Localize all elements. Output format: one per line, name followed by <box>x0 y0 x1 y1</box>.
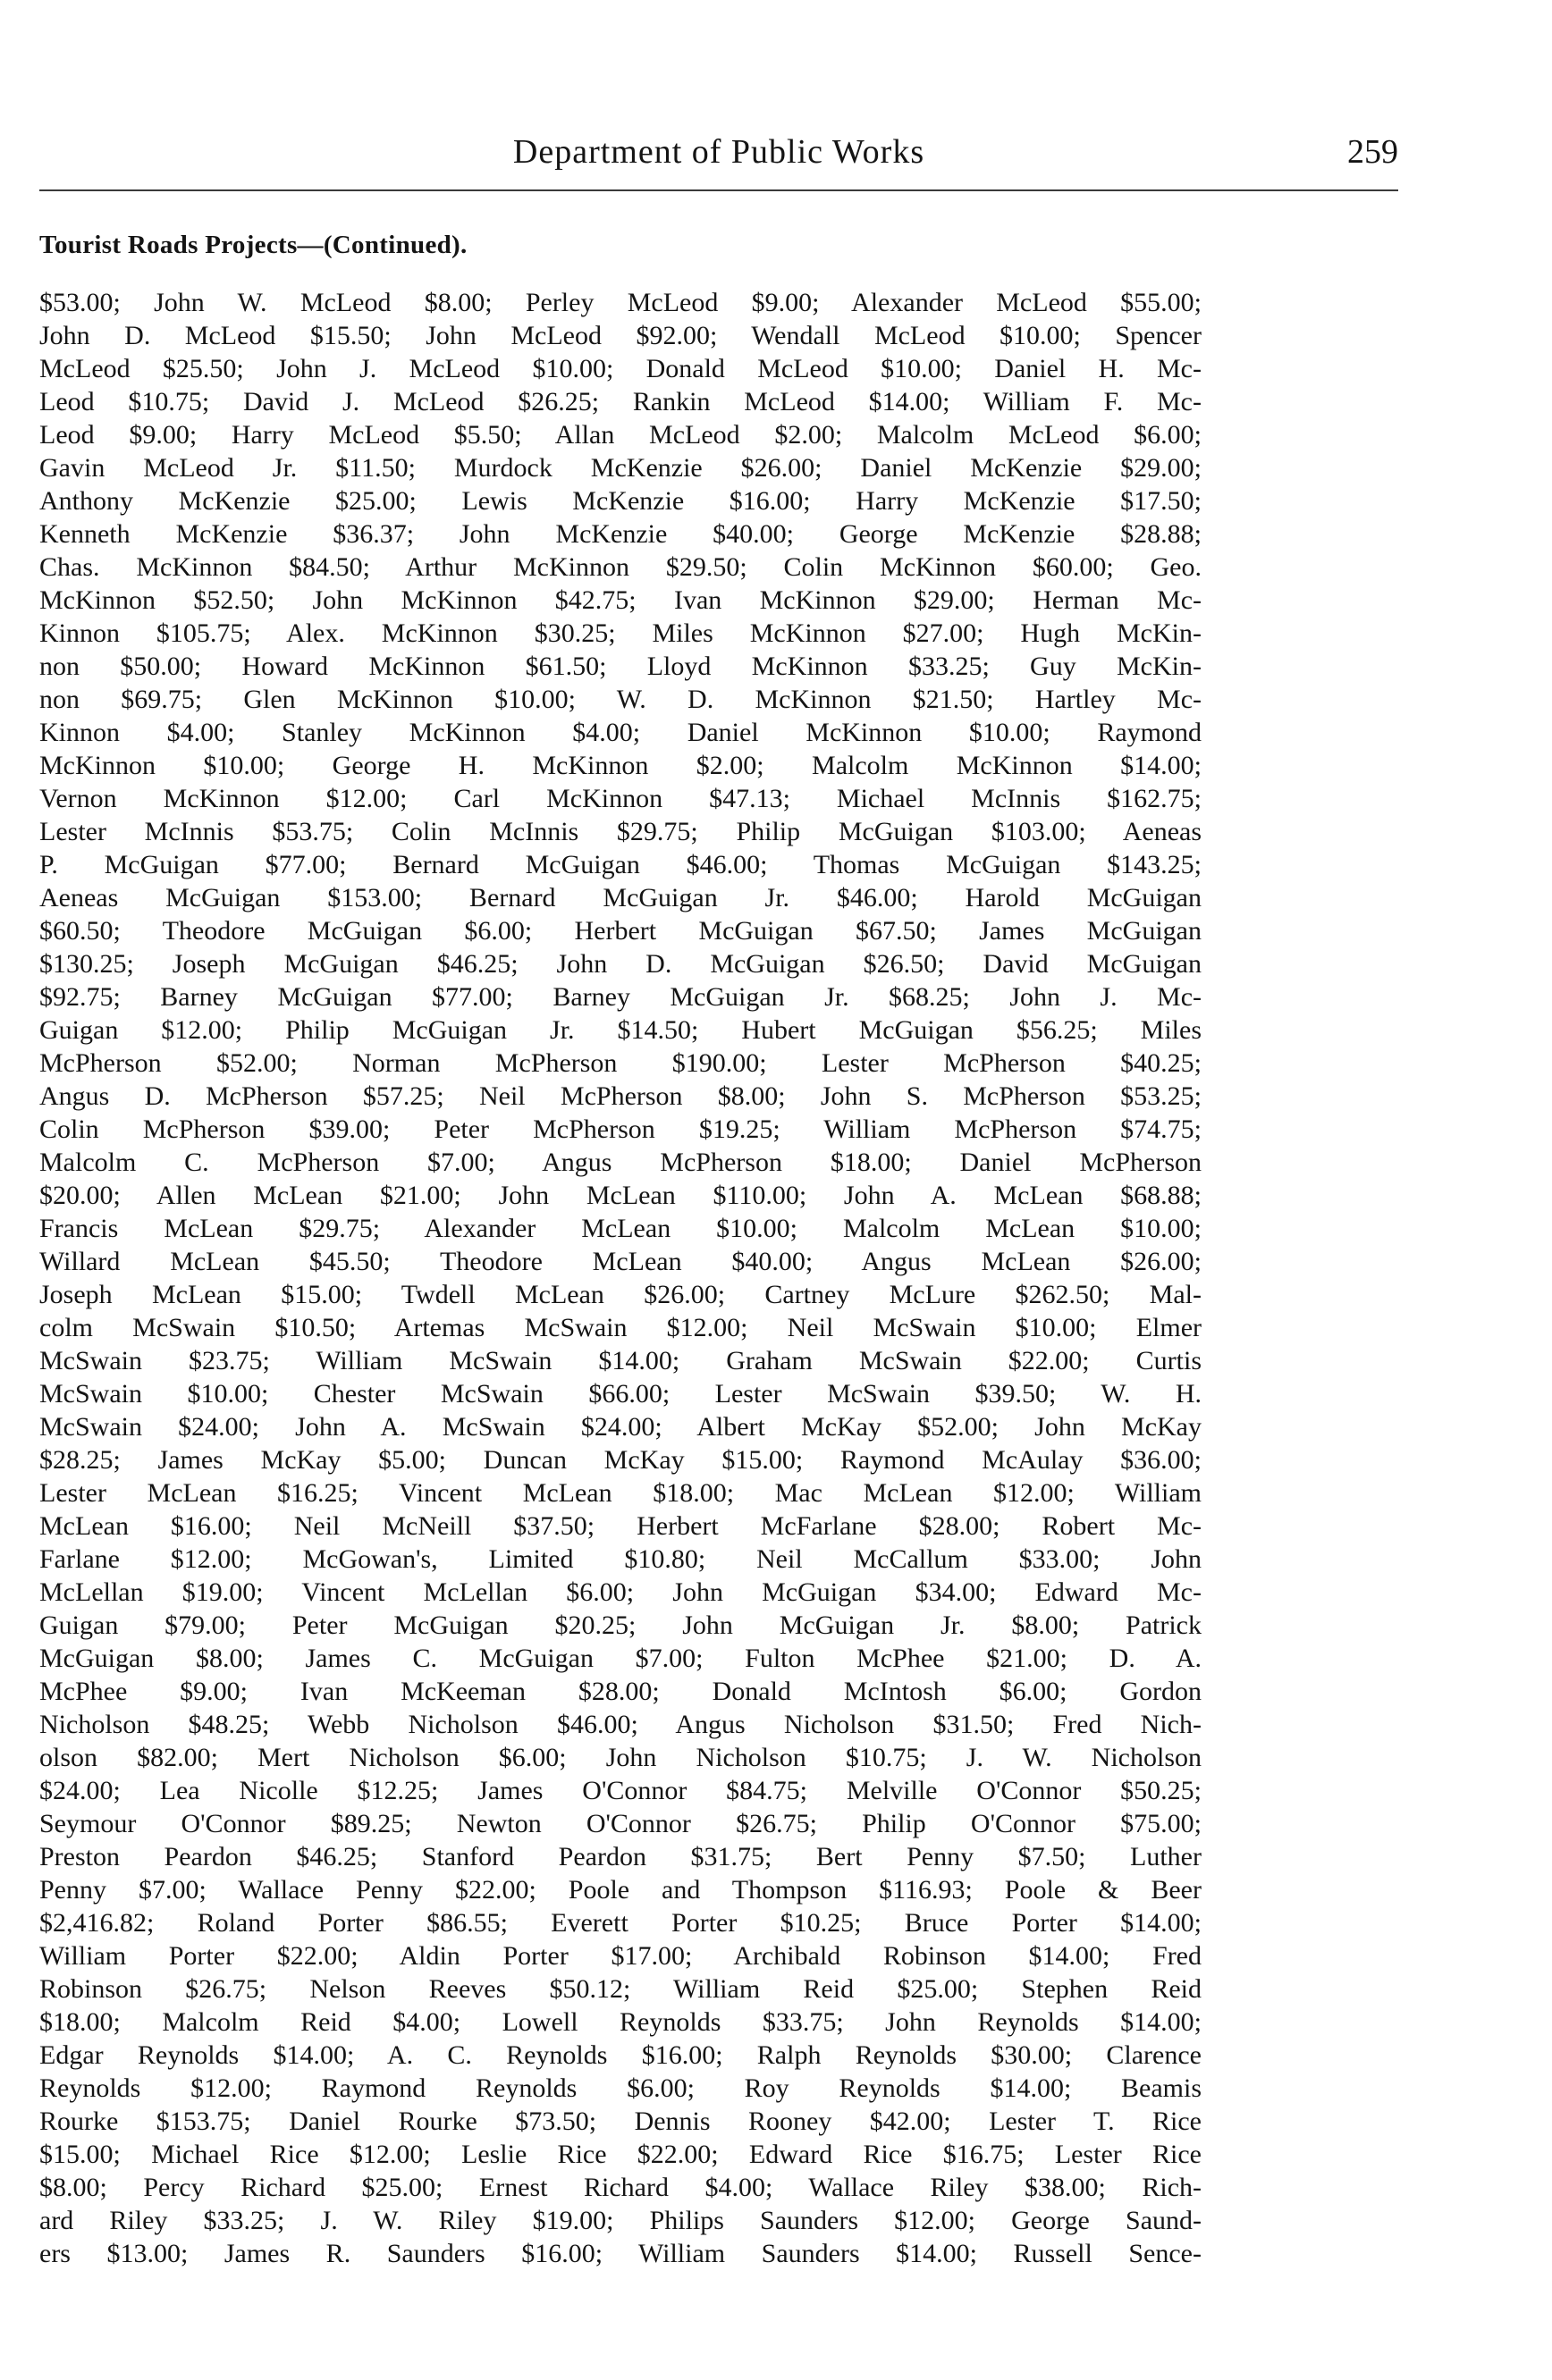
text-line: $60.50; Theodore McGuigan $6.00; Herbert McGuigan $67.50; James McGuigan <box>39 916 1202 946</box>
text-line: McLean $16.00; Neil McNeill $37.50; Herbert McFarlane $28.00; Robert Mc- <box>39 1511 1202 1541</box>
text-line: Reynolds $12.00; Raymond Reynolds $6.00; Roy Reynolds $14.00; Beamis <box>39 2073 1202 2103</box>
text-line: Robinson $26.75; Nelson Reeves $50.12; William Reid $25.00; Stephen Reid <box>39 1974 1202 2004</box>
header-rule <box>39 189 1398 191</box>
text-line: $15.00; Michael Rice $12.00; Leslie Rice $22.00; Edward Rice $16.75; Lester Rice <box>39 2140 1202 2169</box>
text-line: Preston Peardon $46.25; Stanford Peardon $31.75; Bert Penny $7.50; Luther <box>39 1842 1202 1871</box>
text-line: McKinnon $10.00; George H. McKinnon $2.00; Malcolm McKinnon $14.00; <box>39 751 1202 780</box>
text-line: Edgar Reynolds $14.00; A. C. Reynolds $16.00; Ralph Reynolds $30.00; Clarence <box>39 2040 1202 2070</box>
text-line: Leod $9.00; Harry McLeod $5.50; Allan McLeod $2.00; Malcolm McLeod $6.00; <box>39 420 1202 450</box>
text-line: Lester McLean $16.25; Vincent McLean $18.00; Mac McLean $12.00; William <box>39 1478 1202 1508</box>
text-line: John D. McLeod $15.50; John McLeod $92.00; Wendall McLeod $10.00; Spencer <box>39 321 1202 350</box>
text-line: Malcolm C. McPherson $7.00; Angus McPherson $18.00; Daniel McPherson <box>39 1148 1202 1177</box>
text-line: McSwain $24.00; John A. McSwain $24.00; Albert McKay $52.00; John McKay <box>39 1412 1202 1442</box>
text-line: $20.00; Allen McLean $21.00; John McLean $110.00; John A. McLean $68.88; <box>39 1181 1202 1210</box>
text-line: Anthony McKenzie $25.00; Lewis McKenzie $16.00; Harry McKenzie $17.50; <box>39 486 1202 516</box>
text-line: Kinnon $105.75; Alex. McKinnon $30.25; Miles McKinnon $27.00; Hugh McKin- <box>39 618 1202 648</box>
text-line: McGuigan $8.00; James C. McGuigan $7.00; Fulton McPhee $21.00; D. A. <box>39 1644 1202 1673</box>
text-line: Guigan $12.00; Philip McGuigan Jr. $14.50; Hubert McGuigan $56.25; Miles <box>39 1015 1202 1045</box>
page-header <box>39 132 1398 186</box>
text-line: Willard McLean $45.50; Theodore McLean $40.00; Angus McLean $26.00; <box>39 1247 1202 1276</box>
text-line: Seymour O'Connor $89.25; Newton O'Connor $26.75; Philip O'Connor $75.00; <box>39 1809 1202 1838</box>
text-line: Nicholson $48.25; Webb Nicholson $46.00; Angus Nicholson $31.50; Fred Nich- <box>39 1710 1202 1739</box>
text-line: $2,416.82; Roland Porter $86.55; Everett Porter $10.25; Bruce Porter $14.00; <box>39 1908 1202 1938</box>
text-line: $53.00; John W. McLeod $8.00; Perley McLeod $9.00; Alexander McLeod $55.00; <box>39 288 1202 317</box>
text-line: Penny $7.00; Wallace Penny $22.00; Poole and Thompson $116.93; Poole & Beer <box>39 1875 1202 1905</box>
page-number: 259 <box>1347 133 1398 171</box>
text-line: Vernon McKinnon $12.00; Carl McKinnon $47.13; Michael McInnis $162.75; <box>39 784 1202 813</box>
text-line: Lester McInnis $53.75; Colin McInnis $29.75; Philip McGuigan $103.00; Aeneas <box>39 817 1202 846</box>
text-line: Joseph McLean $15.00; Twdell McLean $26.00; Cartney McLure $262.50; Mal- <box>39 1280 1202 1309</box>
running-title: Department of Public Works <box>512 133 925 171</box>
text-line: ard Riley $33.25; J. W. Riley $19.00; Philips Saunders $12.00; George Saund- <box>39 2206 1202 2235</box>
text-line: Aeneas McGuigan $153.00; Bernard McGuigan Jr. $46.00; Harold McGuigan <box>39 883 1202 912</box>
body-text <box>39 286 1202 2270</box>
text-line: Rourke $153.75; Daniel Rourke $73.50; Dennis Rooney $42.00; Lester T. Rice <box>39 2107 1202 2136</box>
text-line: McLeod $25.50; John J. McLeod $10.00; Donald McLeod $10.00; Daniel H. Mc- <box>39 354 1202 383</box>
text-line: Guigan $79.00; Peter McGuigan $20.25; John McGuigan Jr. $8.00; Patrick <box>39 1610 1202 1640</box>
text-line: colm McSwain $10.50; Artemas McSwain $12.00; Neil McSwain $10.00; Elmer <box>39 1313 1202 1342</box>
text-line: $18.00; Malcolm Reid $4.00; Lowell Reynolds $33.75; John Reynolds $14.00; <box>39 2007 1202 2037</box>
text-line: $92.75; Barney McGuigan $77.00; Barney McGuigan Jr. $68.25; John J. Mc- <box>39 982 1202 1012</box>
text-line: Kenneth McKenzie $36.37; John McKenzie $40.00; George McKenzie $28.88; <box>39 519 1202 549</box>
text-line: Leod $10.75; David J. McLeod $26.25; Rankin McLeod $14.00; William F. Mc- <box>39 387 1202 416</box>
text-line: Chas. McKinnon $84.50; Arthur McKinnon $29.50; Colin McKinnon $60.00; Geo. <box>39 552 1202 582</box>
text-line: Gavin McLeod Jr. $11.50; Murdock McKenzie $26.00; Daniel McKenzie $29.00; <box>39 453 1202 483</box>
text-line: McKinnon $52.50; John McKinnon $42.75; Ivan McKinnon $29.00; Herman Mc- <box>39 585 1202 615</box>
text-line: William Porter $22.00; Aldin Porter $17.00; Archibald Robinson $14.00; Fred <box>39 1941 1202 1971</box>
text-line: $28.25; James McKay $5.00; Duncan McKay $15.00; Raymond McAulay $36.00; <box>39 1445 1202 1475</box>
section-title: Tourist Roads Projects—(Continued). <box>39 231 468 259</box>
text-line: $130.25; Joseph McGuigan $46.25; John D. McGuigan $26.50; David McGuigan <box>39 949 1202 979</box>
text-line: Kinnon $4.00; Stanley McKinnon $4.00; Daniel McKinnon $10.00; Raymond <box>39 718 1202 747</box>
text-line: $8.00; Percy Richard $25.00; Ernest Richard $4.00; Wallace Riley $38.00; Rich- <box>39 2173 1202 2202</box>
text-line: P. McGuigan $77.00; Bernard McGuigan $46.00; Thomas McGuigan $143.25; <box>39 850 1202 879</box>
text-line: McSwain $23.75; William McSwain $14.00; Graham McSwain $22.00; Curtis <box>39 1346 1202 1375</box>
text-line: McPhee $9.00; Ivan McKeeman $28.00; Donald McIntosh $6.00; Gordon <box>39 1677 1202 1706</box>
text-line: McSwain $10.00; Chester McSwain $66.00; Lester McSwain $39.50; W. H. <box>39 1379 1202 1409</box>
text-line: non $50.00; Howard McKinnon $61.50; Lloyd McKinnon $33.25; Guy McKin- <box>39 652 1202 681</box>
text-line: $24.00; Lea Nicolle $12.25; James O'Connor $84.75; Melville O'Connor $50.25; <box>39 1776 1202 1805</box>
text-line: Farlane $12.00; McGowan's, Limited $10.80; Neil McCallum $33.00; John <box>39 1544 1202 1574</box>
text-line: McPherson $52.00; Norman McPherson $190.00; Lester McPherson $40.25; <box>39 1048 1202 1078</box>
text-line: olson $82.00; Mert Nicholson $6.00; John Nicholson $10.75; J. W. Nicholson <box>39 1743 1202 1772</box>
text-line: Colin McPherson $39.00; Peter McPherson $19.25; William McPherson $74.75; <box>39 1114 1202 1144</box>
text-line: McLellan $19.00; Vincent McLellan $6.00; John McGuigan $34.00; Edward Mc- <box>39 1577 1202 1607</box>
text-line: non $69.75; Glen McKinnon $10.00; W. D. McKinnon $21.50; Hartley Mc- <box>39 685 1202 714</box>
text-line: ers $13.00; James R. Saunders $16.00; William Saunders $14.00; Russell Sence- <box>39 2239 1202 2268</box>
text-line: Angus D. McPherson $57.25; Neil McPherson $8.00; John S. McPherson $53.25; <box>39 1081 1202 1111</box>
text-line: Francis McLean $29.75; Alexander McLean $10.00; Malcolm McLean $10.00; <box>39 1214 1202 1243</box>
